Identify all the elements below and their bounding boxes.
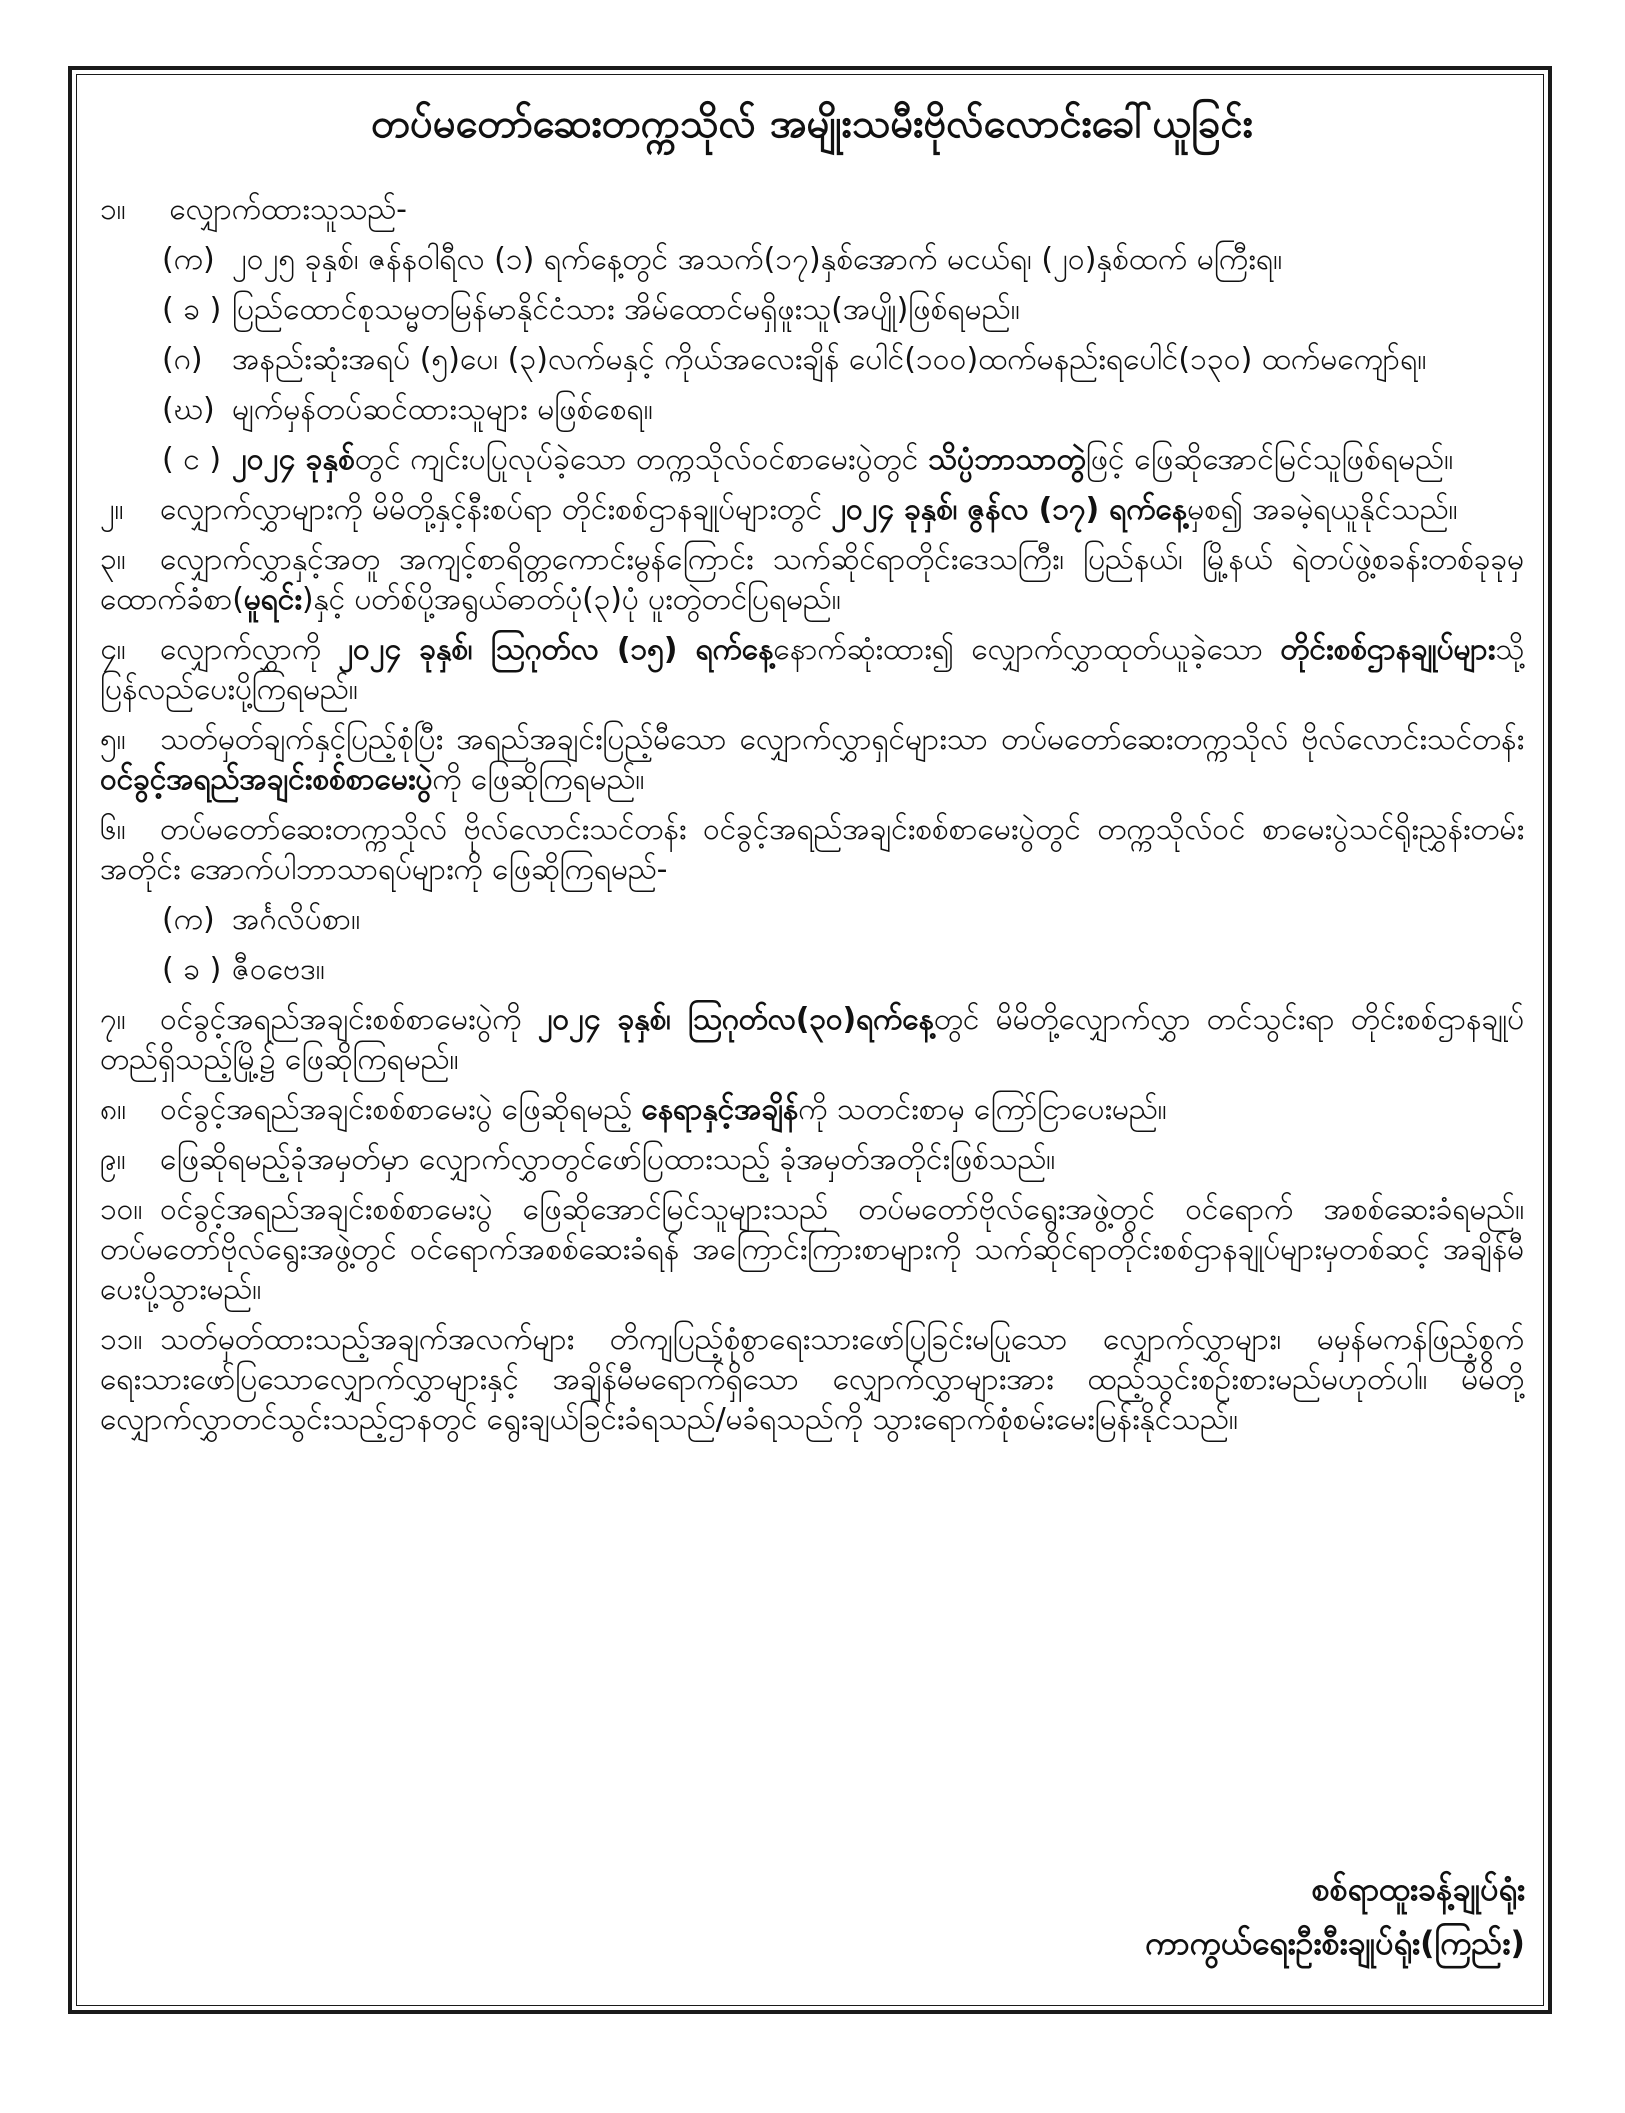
paragraph-number: ၃။ [100,542,126,577]
list-item [162,290,1524,330]
paragraph-text: ကို သတင်းစာမှ ကြော်ငြာပေးမည်။ [798,1092,1167,1127]
paragraph-text: သို့ ပြန်လည်ပေးပို့ကြရမည်။ [100,632,1524,707]
signature-block [1145,1862,1525,1970]
paragraph-text: တပ်မတော်ဆေးတက္ကသိုလ် ဗိုလ်လောင်းသင်တန်း ဝင်ခွင့်အရည်အချင်းစစ်စာမေးပွဲတွင် တက္ကသိုလ်ဝင် စာမေးပွဲသင်ရိုးညွှန်းတမ်းအတိုင်း အောက်ပါဘာသာရပ်များကို ဖြေဆိုကြရမည်- [100,812,1524,887]
list-item-text: တွင် ကျင်းပပြုလုပ်ခဲ့သော တက္ကသိုလ်ဝင်စာမေးပွဲတွင် [354,442,928,477]
list-marker: ( င ) [162,442,222,477]
paragraph-text: မှစ၍ အခမဲ့ရယူနိုင်သည်။ [1187,492,1458,527]
paragraph-number: ၈။ [100,1092,126,1127]
paragraph-text: လျှောက်လွှာများကို မိမိတို့နှင့်နီးစပ်ရာ တိုင်းစစ်ဌာနချုပ်များတွင် [160,492,832,527]
paragraph-text: လျှောက်ထားသူသည်- [169,192,407,227]
list-item-text: ဇီဝဗေဒ။ [232,952,325,987]
list-item [162,950,1524,990]
list-item-text: အင်္ဂလိပ်စာ။ [232,902,361,937]
signature-line-2: ကာကွယ်ရေးဦးစီးချုပ်ရုံး(ကြည်း) [1144,1924,1525,1962]
paragraph-4 [100,630,1524,710]
paragraph-text: ဖြေဆိုရမည့်ခုံအမှတ်မှာ လျှောက်လွှာတွင်ဖော်ပြထားသည့် ခုံအမှတ်အတိုင်းဖြစ်သည်။ [160,1142,1056,1177]
paragraph-number: ၁။ [100,192,126,227]
paragraph-text: တွင် မိမိတို့လျှောက်လွှာ တင်သွင်းရာ တိုင်းစစ်ဌာနချုပ်တည်ရှိသည့်မြို့၌ ဖြေဆိုကြရမည်။ [100,1002,1524,1077]
paragraph-2 [100,490,1524,530]
paragraph-text: နောက်ဆုံးထား၍ လျှောက်လွှာထုတ်ယူခဲ့သော [773,632,1281,667]
paragraph-text: လျှောက်လွှာနှင့်အတူ အကျင့်စာရိတ္တကောင်းမွန်ကြောင်း သက်ဆိုင်ရာတိုင်းဒေသကြီး၊ ပြည်နယ်၊ မြို့နယ် ရဲတပ်ဖွဲ့စခန်းတစ်ခုခုမှ ထောက်ခံစာ( [100,542,1524,617]
paragraph-text: လျှောက်လွှာကို [160,632,339,667]
paragraph-bold: ၂၀၂၄ ခုနှစ်၊ ဩဂုတ်လ (၁၅) ရက်နေ့ [338,632,774,667]
list-item [162,340,1524,380]
paragraph-10 [100,1190,1524,1310]
document-body [100,92,1524,1442]
paragraph-9 [100,1140,1524,1180]
list-item-bold: သိပ္ပံဘာသာတွဲ [927,442,1086,477]
list-item [162,390,1524,430]
list-item-bold: ၂၀၂၄ ခုနှစ် [232,442,355,477]
paragraph-11 [100,1320,1524,1440]
paragraph-text: ဝင်ခွင့်အရည်အချင်းစစ်စာမေးပွဲ ဖြေဆိုအောင်မြင်သူများသည် တပ်မတော်ဗိုလ်ရွေးအဖွဲ့တွင် ဝင်ရောက် အစစ်ဆေးခံရမည်။ တပ်မတော်ဗိုလ်ရွေးအဖွဲ့တွင် ဝင်ရောက်အစစ်ဆေးခံရန် အကြောင်းကြားစာများကို သက်ဆိုင်ရာတိုင်းစစ်ဌာနချုပ်များမှတစ်ဆင့် အချိန်မီပေးပို့သွားမည်။ [100,1192,1524,1307]
list-marker: ( ခ ) [162,292,222,327]
list-item [162,900,1524,940]
list-item [162,440,1524,480]
paragraph-number: ၇။ [100,1002,126,1037]
list-item-text: မျက်မှန်တပ်ဆင်ထားသူများ မဖြစ်စေရ။ [232,392,653,427]
paragraph-text: ဝင်ခွင့်အရည်အချင်းစစ်စာမေးပွဲ ဖြေဆိုရမည့် [160,1092,642,1127]
page-title: တပ်မတော်ဆေးတက္ကသိုလ် အမျိုးသမီးဗိုလ်လောင်းခေါ်ယူခြင်း [371,101,1253,147]
list-item-text: ၂၀၂၅ ခုနှစ်၊ ဇန်နဝါရီလ (၁) ရက်နေ့တွင် အသက်(၁၇)နှစ်အောက် မငယ်ရ၊ (၂၀)နှစ်ထက် မကြီးရ။ [232,242,1283,277]
paragraph-text: ကို ဖြေဆိုကြရမည်။ [432,762,645,797]
paragraph-7 [100,1000,1524,1080]
list-item-text: ပြည်ထောင်စုသမ္မတမြန်မာနိုင်ငံသား အိမ်ထောင်မရှိဖူးသူ(အပျို)ဖြစ်ရမည်။ [232,292,1020,327]
list-marker: (ဂ) [162,342,203,377]
paragraph-bold: ၂၀၂၄ ခုနှစ်၊ ဩဂုတ်လ(၃၀)ရက်နေ့ [537,1002,934,1037]
list-marker: (က) [162,902,215,937]
paragraph-number: ၁၀။ [100,1192,143,1227]
paragraph-number: ၄။ [100,632,126,667]
paragraph-5 [100,720,1524,800]
paragraph-1 [100,190,1524,230]
list-marker: (က) [162,242,215,277]
paragraph-text: ဝင်ခွင့်အရည်အချင်းစစ်စာမေးပွဲကို [160,1002,538,1037]
list-item-text: ဖြင့် ဖြေဆိုအောင်မြင်သူဖြစ်ရမည်။ [1085,442,1454,477]
paragraph-6 [100,810,1524,890]
list-marker: ( ခ ) [162,952,222,987]
paragraph-bold: မူရင်း [243,582,302,617]
paragraph-bold: နေရာနှင့်အချိန် [641,1092,799,1127]
paragraph-bold: တိုင်းစစ်ဌာနချုပ်များ [1280,632,1496,667]
list-item [162,240,1524,280]
paragraph-bold: ၂၀၂၄ ခုနှစ်၊ ဇွန်လ (၁၇) ရက်နေ့ [831,492,1188,527]
paragraph-bold: ဝင်ခွင့်အရည်အချင်းစစ်စာမေးပွဲ [100,762,433,797]
paragraph-number: ၉။ [100,1142,126,1177]
paragraph-3 [100,540,1524,620]
paragraph-text: )နှင့် ပတ်စ်ပို့အရွယ်ဓာတ်ပုံ(၃)ပုံ ပူးတွဲတင်ပြရမည်။ [301,582,841,617]
paragraph-text: သတ်မှတ်ချက်နှင့်ပြည့်စုံပြီး အရည်အချင်းပြည့်မီသော လျှောက်လွှာရှင်များသာ တပ်မတော်ဆေးတက္ကသိုလ် ဗိုလ်လောင်းသင်တန်း [160,722,1524,757]
paragraph-8 [100,1090,1524,1130]
paragraph-number: ၅။ [100,722,126,757]
signature-line-1: စစ်ရာထူးခန့်ချုပ်ရုံး [1311,1870,1525,1908]
paragraph-number: ၂။ [100,492,124,527]
paragraph-text: သတ်မှတ်ထားသည့်အချက်အလက်များ တိကျပြည့်စုံစွာရေးသားဖော်ပြခြင်းမပြုသော လျှောက်လွှာများ၊ မမှန်မကန်ဖြည့်စွက်ရေးသားဖော်ပြသောလျှောက်လွှာများနှင့် အချိန်မီမရောက်ရှိသော လျှောက်လွှာများအား ထည့်သွင်းစဉ်းစားမည်မဟုတ်ပါ။ မိမိတို့ လျှောက်လွှာတင်သွင်းသည့်ဌာနတွင် ရွေးချယ်ခြင်းခံရသည်/မခံရသည်ကို သွားရောက်စုံစမ်းမေးမြန်းနိုင်သည်။ [100,1322,1524,1437]
paragraph-number: ၁၁။ [100,1322,143,1357]
list-item-text: အနည်းဆုံးအရပ် (၅)ပေ၊ (၃)လက်မနှင့် ကိုယ်အလေးချိန် ပေါင်(၁၀၀)ထက်မနည်းရပေါင်(၁၃၀) ထက်မကျော်ရ။ [232,342,1427,377]
paragraph-number: ၆။ [100,812,126,847]
list-marker: (ဃ) [162,392,215,427]
